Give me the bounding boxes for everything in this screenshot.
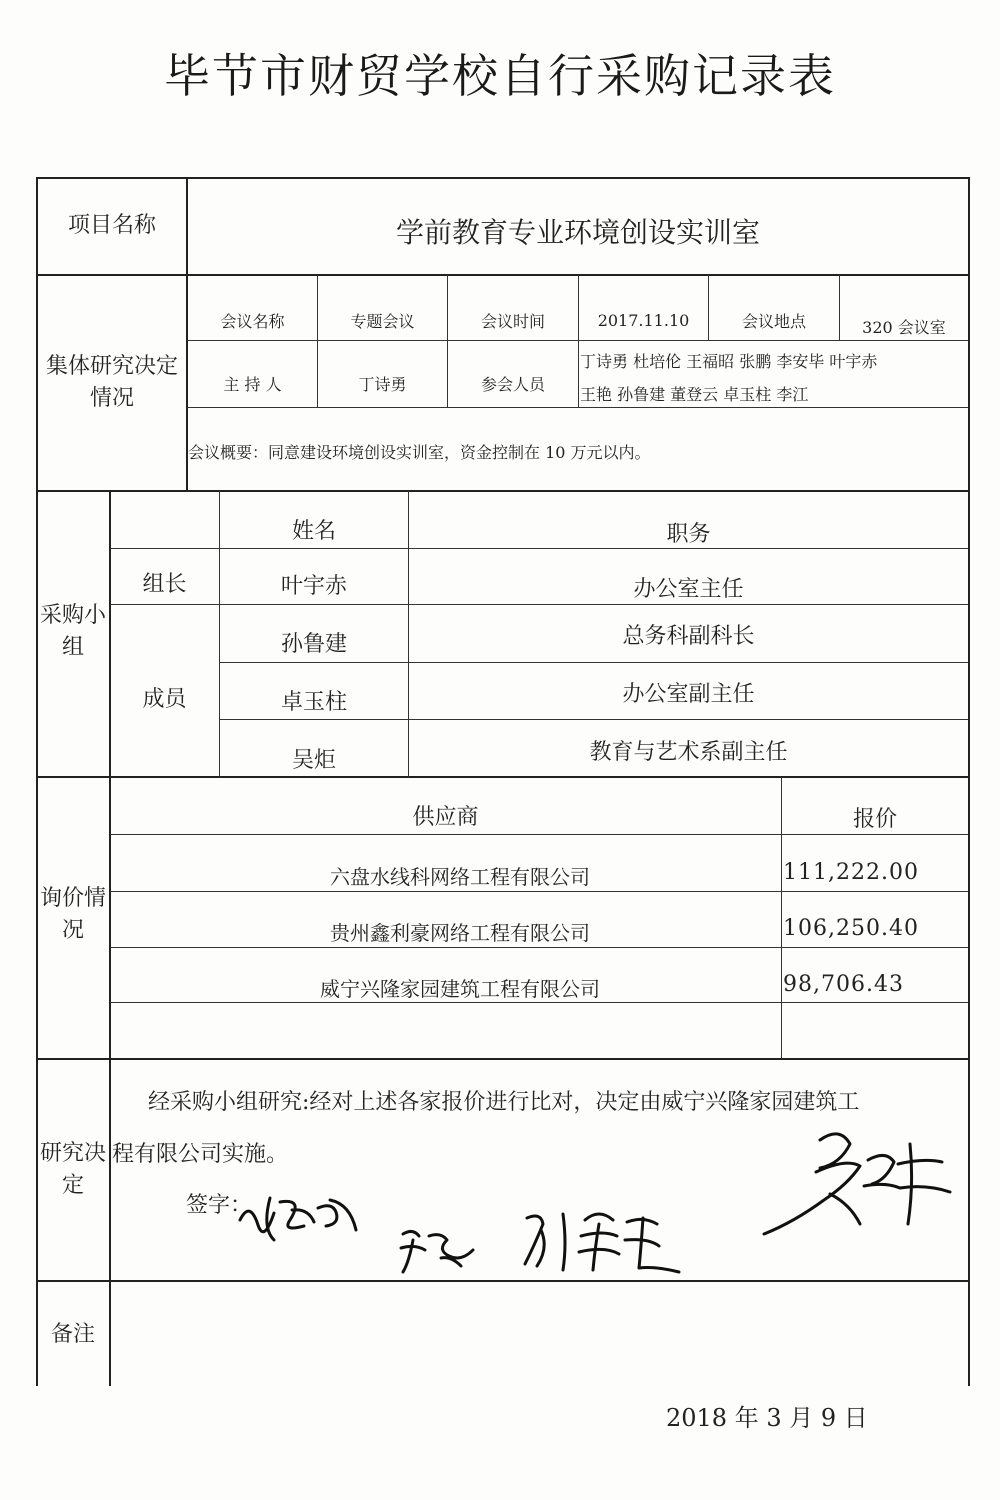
group-section-label: 采购小组	[39, 603, 106, 660]
group-member-position: 教育与艺术系副主任	[589, 739, 788, 765]
project-name-label: 项目名称	[67, 213, 156, 238]
divider-group	[36, 776, 970, 778]
meeting-host-label: 主 持 人	[223, 374, 282, 394]
group-member-name: 吴炬	[291, 747, 336, 773]
signature-3	[515, 1200, 695, 1280]
divider-meeting	[36, 490, 970, 492]
meeting-place-label: 会议地点	[741, 311, 806, 331]
meeting-time-value: 2017.11.10	[597, 310, 690, 330]
meeting-attendees-line1: 丁诗勇 杜培伦 王福昭 张鹏 李安毕 叶宇赤	[580, 352, 878, 371]
meeting-name-value: 专题会议	[350, 311, 415, 331]
group-member-position: 总务科副科长	[622, 623, 755, 649]
inquiry-price: 106,250.40	[783, 916, 919, 941]
meeting-col-3	[578, 275, 579, 408]
meeting-attendees-label: 参会人员	[480, 374, 545, 394]
meeting-time-label: 会议时间	[480, 311, 545, 331]
inquiry-price: 98,706.43	[783, 972, 904, 997]
inquiry-supplier: 贵州鑫利豪网络工程有限公司	[330, 920, 590, 945]
divider-decision	[36, 1280, 970, 1282]
inquiry-price-header: 报价	[852, 806, 897, 832]
group-leader-name: 叶宇赤	[280, 573, 347, 599]
meeting-host-value: 丁诗勇	[358, 374, 407, 394]
page-title: 毕节市财贸学校自行采购记录表	[164, 49, 836, 103]
meeting-section-label: 集体研究决定情况	[45, 354, 178, 411]
decision-section-label: 研究决定	[39, 1141, 106, 1198]
divider-inquiry	[36, 1058, 970, 1060]
document-date: 2018 年 3 月 9 日	[666, 1404, 868, 1432]
group-member-position: 办公室副主任	[622, 681, 755, 707]
group-leader-position: 办公室主任	[633, 576, 744, 602]
decision-text-line1: 经采购小组研究:经对上述各家报价进行比对，决定由威宁兴隆家园建筑工	[148, 1090, 860, 1115]
inquiry-price: 111,222.00	[783, 860, 919, 885]
group-position-header: 职务	[666, 521, 711, 547]
decision-sign-label: 签字：	[186, 1193, 253, 1218]
group-name-header: 姓名	[291, 518, 336, 544]
inquiry-supplier: 六盘水线科网络工程有限公司	[330, 864, 590, 889]
group-leader-label: 组长	[142, 571, 187, 597]
meeting-summary: 会议概要：同意建设环境创设实训室，资金控制在 10 万元以内。	[188, 443, 651, 462]
group-member-name: 卓玉柱	[280, 689, 347, 715]
inquiry-supplier-header: 供应商	[412, 804, 479, 830]
remarks-section-label: 备注	[50, 1322, 95, 1347]
meeting-name-label: 会议名称	[220, 311, 285, 331]
signature-4	[760, 1120, 970, 1260]
meeting-attendees-line2: 王艳 孙鲁建 董登云 卓玉柱 李江	[580, 385, 809, 404]
meeting-place-value: 320 会议室	[862, 317, 946, 337]
signature-2	[395, 1220, 485, 1280]
inquiry-supplier: 威宁兴隆家园建筑工程有限公司	[320, 976, 600, 1001]
group-member-label: 成员	[142, 686, 187, 712]
decision-text-line2: 程有限公司实施。	[112, 1142, 289, 1167]
group-member-name: 孙鲁建	[280, 631, 347, 657]
inquiry-section-label: 询价情况	[39, 886, 106, 943]
project-name-value: 学前教育专业环境创设实训室	[395, 216, 760, 249]
signature-1	[230, 1180, 370, 1250]
